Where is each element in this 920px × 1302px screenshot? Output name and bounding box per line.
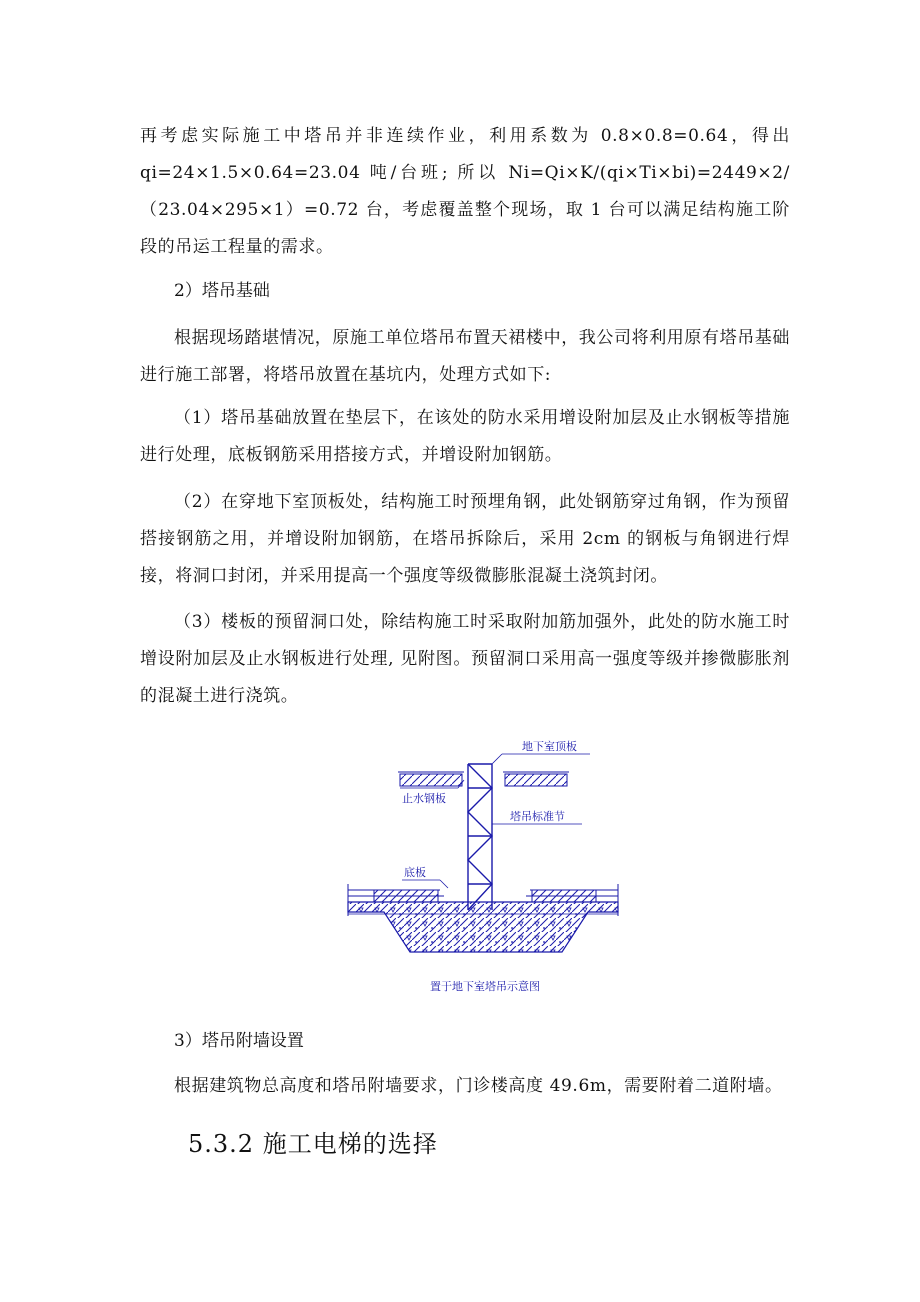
label-waterstop-plate: 止水钢板 [402,792,446,805]
roof-slab-left [400,774,462,786]
paragraph-foundation-intro: 根据现场踏堪情况，原施工单位塔吊布置天裙楼中，我公司将利用原有塔吊基础进行施工部署，将塔吊放置在基坑内，处理方式如下: [140,328,790,385]
tower-standard-section [468,764,492,910]
section-heading-foundation: 2）塔吊基础 [174,281,270,301]
paragraph-method-2: （2）在穿地下室顶板处，结构施工时预埋角钢，此处钢筋穿过角钢，作为预留搭接钢筋之用，并增设附加钢筋，在塔吊拆除后，采用 2cm 的钢板与角钢进行焊接，将洞口封闭，并采用提高一个强度等级微膨胀混凝土浇筑封闭。 [140,492,790,586]
heading-construction-elevator: 5.3.2 施工电梯的选择 [188,1130,438,1158]
section-heading-wall-attachment: 3）塔吊附墙设置 [174,1031,304,1051]
paragraph-utilization: 再考虑实际施工中塔吊并非连续作业，利用系数为 0.8×0.8=0.64，得出 qi=24×1.5×0.64=23.04 吨/台班; 所以 Ni=Qi×K/(qi×Ti×bi)=2449×2/（23.04×295×1）=0.72 台，考虑覆盖整个现场，取 1 台可以满足结构施工阶段的吊运工程量的需求。 [140,126,790,257]
tower-crane-basement-diagram [340,736,630,996]
paragraph-wall-attachment: 根据建筑物总高度和塔吊附墙要求，门诊楼高度 49.6m，需要附着二道附墙。 [174,1076,783,1096]
label-tower-standard-section: 塔吊标准节 [510,810,565,823]
crane-foundation-concrete [348,902,618,952]
roof-slab-right [505,774,567,786]
label-basement-roof-slab: 地下室顶板 [522,740,577,753]
paragraph-method-1: （1）塔吊基础放置在垫层下，在该处的防水采用增设附加层及止水钢板等措施进行处理，底板钢筋采用搭接方式，并增设附加钢筋。 [140,408,790,465]
label-floor-slab: 底板 [404,866,426,879]
paragraph-method-3: （3）楼板的预留洞口处，除结构施工时采取附加筋加强外，此处的防水施工时增设附加层及止水钢板进行处理, 见附图。预留洞口采用高一强度等级并掺微膨胀剂的混凝土进行浇筑。 [140,612,790,706]
diagram-caption: 置于地下室塔吊示意图 [430,980,540,993]
